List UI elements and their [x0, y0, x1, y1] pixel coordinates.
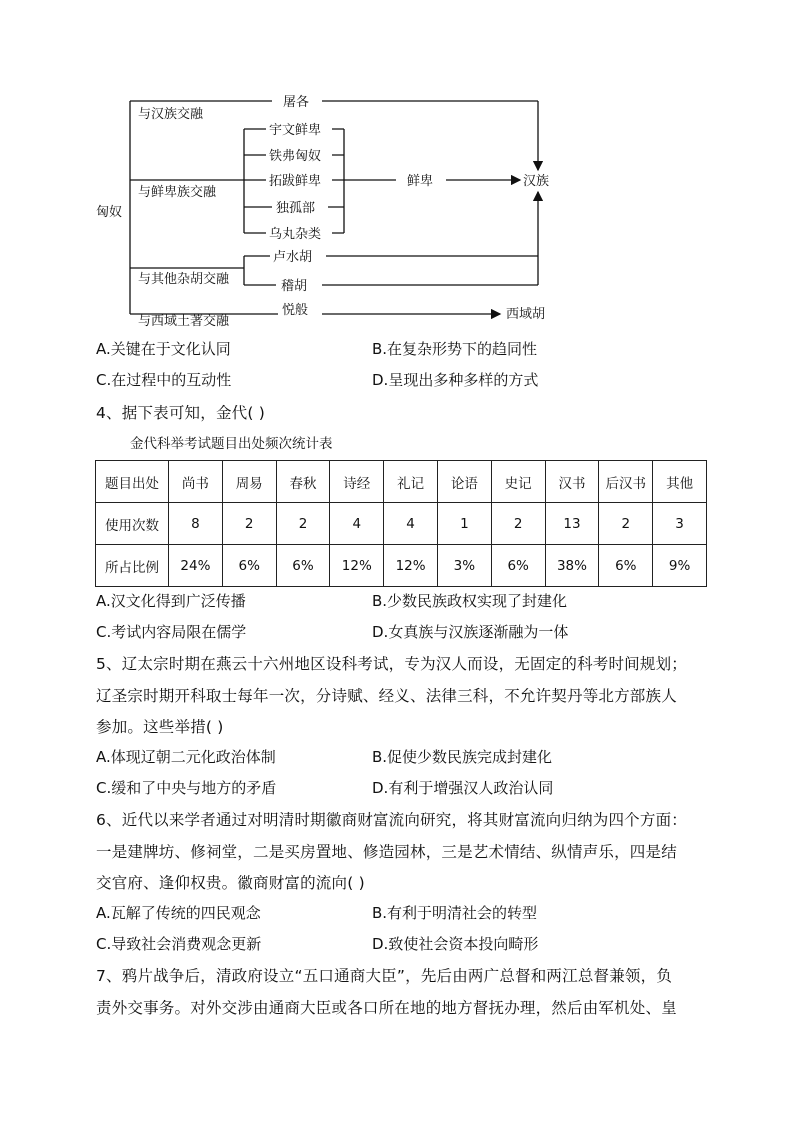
q5-line-2: 辽圣宗时期开科取士每年一次，分诗赋、经义、法律三科，不允许契丹等北方部族人 [96, 687, 677, 705]
table-cell: 论语 [437, 461, 491, 503]
table-cell: 使用次数 [96, 503, 169, 545]
table-cell: 2 [491, 503, 545, 545]
table-cell: 12% [384, 545, 438, 587]
item-yueban: 悦般 [282, 303, 309, 318]
q4-table-title: 金代科举考试题目出处频次统计表 [130, 436, 333, 452]
branch-han: 与汉族交融 [138, 107, 204, 122]
branch-other: 与其他杂胡交融 [138, 272, 230, 287]
q4-stem: 4、据下表可知，金代( ) [96, 404, 265, 422]
q3-option-c[interactable]: C.在过程中的互动性 [96, 371, 232, 389]
item-tuge: 屠各 [283, 95, 310, 110]
q6-line-2: 一是建牌坊、修祠堂，二是买房置地、修造园林，三是艺术情结、纵情声乐，四是结 [96, 843, 677, 861]
table-cell: 12% [330, 545, 384, 587]
table-cell: 4 [330, 503, 384, 545]
table-cell: 8 [169, 503, 223, 545]
table-cell: 24% [169, 545, 223, 587]
table-cell: 其他 [653, 461, 707, 503]
table-row [96, 503, 707, 545]
q5-option-a[interactable]: A.体现辽朝二元化政治体制 [96, 748, 276, 766]
q4-option-b[interactable]: B.少数民族政权实现了封建化 [372, 592, 568, 610]
q5-option-b[interactable]: B.促使少数民族完成封建化 [372, 748, 553, 766]
mid-xianbei: 鲜卑 [407, 174, 434, 189]
q5-option-c[interactable]: C.缓和了中央与地方的矛盾 [96, 779, 277, 797]
item-jihu: 稽胡 [281, 279, 308, 294]
q4-option-a[interactable]: A.汉文化得到广泛传播 [96, 592, 246, 610]
q4-option-d[interactable]: D.女真族与汉族逐渐融为一体 [372, 623, 569, 641]
table-cell: 2 [599, 503, 653, 545]
table-cell: 6% [491, 545, 545, 587]
table-cell: 汉书 [545, 461, 599, 503]
root-label: 匈奴 [96, 205, 123, 220]
table-cell: 后汉书 [599, 461, 653, 503]
item-tiefu: 铁弗匈奴 [269, 149, 322, 164]
table-cell: 史记 [491, 461, 545, 503]
q7-line-2: 责外交事务。对外交涉由通商大臣或各口所在地的地方督抚办理，然后由军机处、皇 [96, 999, 677, 1017]
q6-option-c[interactable]: C.导致社会消费观念更新 [96, 935, 262, 953]
q6-line-1: 6、近代以来学者通过对明清时期徽商财富流向研究，将其财富流向归纳为四个方面： [96, 811, 687, 829]
target-west: 西域胡 [506, 307, 546, 322]
table-cell: 4 [384, 503, 438, 545]
q6-option-d[interactable]: D.致使社会资本投向畸形 [372, 935, 539, 953]
table-row [96, 545, 707, 587]
table-cell: 6% [276, 545, 330, 587]
q4-option-c[interactable]: C.考试内容局限在儒学 [96, 623, 247, 641]
item-wuwan: 乌丸杂类 [269, 227, 322, 242]
table-cell: 所占比例 [96, 545, 169, 587]
table-cell: 6% [599, 545, 653, 587]
q6-line-3: 交官府、逢仰权贵。徽商财富的流向( ) [96, 874, 365, 892]
q6-option-b[interactable]: B.有利于明清社会的转型 [372, 904, 538, 922]
table-cell: 1 [437, 503, 491, 545]
q5-line-1: 5、辽太宗时期在燕云十六州地区设科考试，专为汉人而设，无固定的科考时间规划； [96, 655, 687, 673]
q5-option-d[interactable]: D.有利于增强汉人政治认同 [372, 779, 554, 797]
table-cell: 9% [653, 545, 707, 587]
table-cell: 3 [653, 503, 707, 545]
q4-frequency-table [95, 460, 707, 587]
target-han: 汉族 [523, 174, 550, 189]
table-cell: 题目出处 [96, 461, 169, 503]
item-dugu: 独孤部 [276, 201, 316, 216]
branch-west: 与西域土著交融 [138, 314, 230, 329]
branch-xianbei: 与鲜卑族交融 [138, 185, 217, 200]
q3-option-b[interactable]: B.在复杂形势下的趋同性 [372, 340, 538, 358]
q3-option-a[interactable]: A.关键在于文化认同 [96, 340, 231, 358]
q5-line-3: 参加。这些举措( ) [96, 718, 224, 736]
item-tuoba: 拓跋鲜卑 [269, 174, 322, 189]
item-lushui: 卢水胡 [273, 250, 313, 265]
ethnic-fusion-diagram [0, 0, 794, 340]
q6-option-a[interactable]: A.瓦解了传统的四民观念 [96, 904, 261, 922]
table-cell: 周易 [222, 461, 276, 503]
q3-option-d[interactable]: D.呈现出多种多样的方式 [372, 371, 539, 389]
table-cell: 38% [545, 545, 599, 587]
table-cell: 13 [545, 503, 599, 545]
table-cell: 礼记 [384, 461, 438, 503]
table-cell: 3% [437, 545, 491, 587]
table-cell: 6% [222, 545, 276, 587]
item-yuwen: 宇文鲜卑 [269, 123, 322, 138]
table-cell: 春秋 [276, 461, 330, 503]
q7-line-1: 7、鸦片战争后，清政府设立“五口通商大臣”，先后由两广总督和两江总督兼领，负 [96, 967, 673, 985]
table-cell: 2 [222, 503, 276, 545]
table-cell: 尚书 [169, 461, 223, 503]
table-cell: 诗经 [330, 461, 384, 503]
table-cell: 2 [276, 503, 330, 545]
table-header-row [96, 461, 707, 503]
